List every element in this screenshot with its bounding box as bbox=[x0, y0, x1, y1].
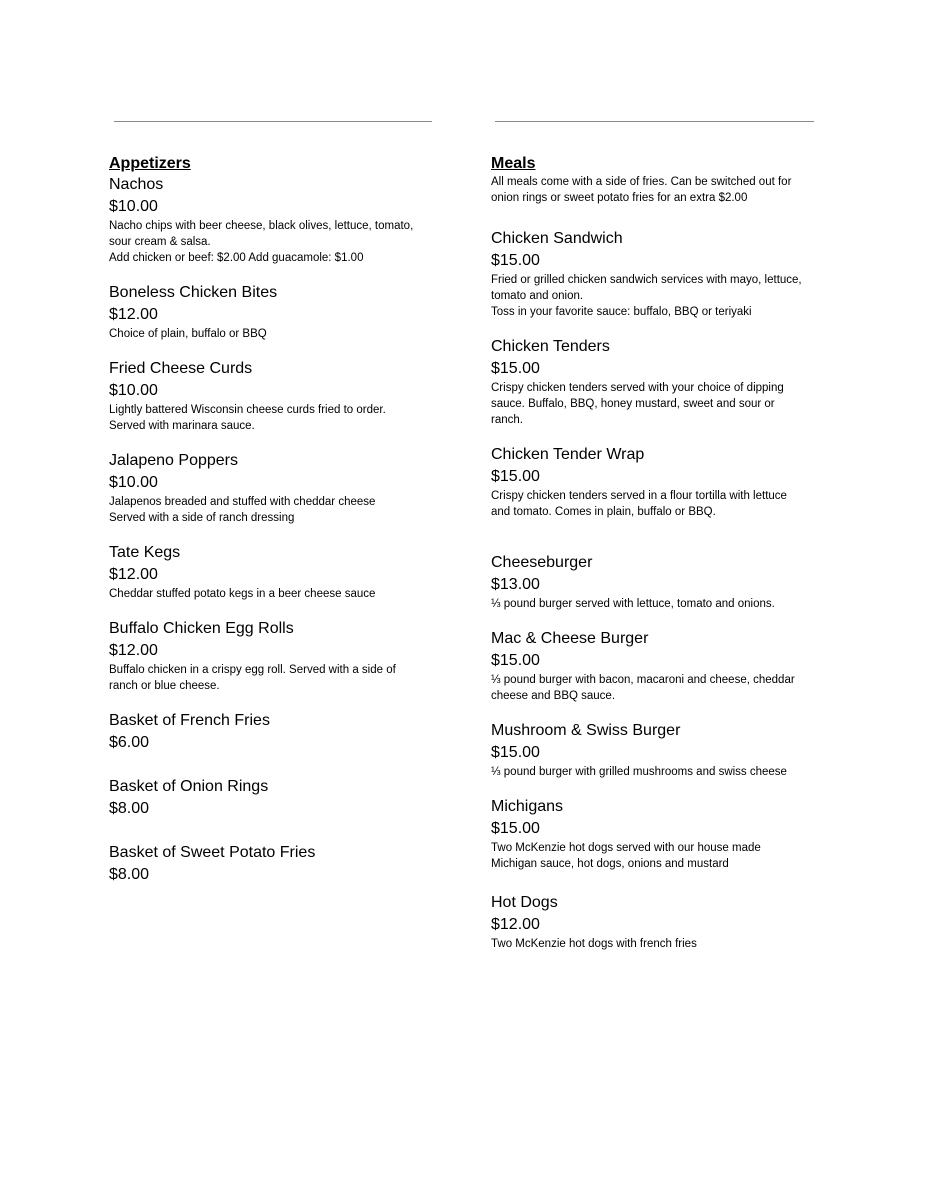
item-description: Nacho chips with beer cheese, black olives, lettuce, tomato, sour cream & salsa. Add chicken or beef: $2.00 Add guacamole: $1.00 bbox=[109, 220, 414, 264]
item-name: Basket of Sweet Potato Fries bbox=[109, 844, 316, 861]
menu-item-boneless-chicken-bites bbox=[109, 282, 449, 342]
right-divider-line bbox=[495, 121, 814, 122]
item-name: Chicken Tenders bbox=[491, 338, 610, 355]
menu-item-mushroom-and-swiss-burger bbox=[491, 720, 831, 780]
item-name: Chicken Sandwich bbox=[491, 230, 623, 247]
appetizers-column bbox=[109, 154, 449, 883]
menu-item-fried-cheese-curds bbox=[109, 358, 449, 434]
menu-item-cheeseburger bbox=[491, 552, 831, 612]
item-description: Crispy chicken tenders served in a flour tortilla with lettuce and tomato. Comes in plain, buffalo or BBQ. bbox=[491, 490, 787, 518]
item-description: Two McKenzie hot dogs with french fries bbox=[491, 938, 697, 950]
item-price: $12.00 bbox=[491, 916, 540, 933]
item-price: $8.00 bbox=[109, 866, 150, 883]
item-price: $10.00 bbox=[109, 382, 158, 399]
item-description: Fried or grilled chicken sandwich services with mayo, lettuce, tomato and onion. Toss in your favorite sauce: buffalo, BBQ or teriyaki bbox=[491, 274, 802, 318]
item-price: $10.00 bbox=[109, 198, 158, 215]
item-name: Basket of Onion Rings bbox=[109, 778, 269, 795]
menu-item-nachos bbox=[109, 174, 449, 266]
menu-item-mac-and-cheese-burger bbox=[491, 628, 831, 704]
menu-item-basket-of-sweet-potato-fries bbox=[109, 842, 449, 886]
item-description: ⅓ pound burger served with lettuce, tomato and onions. bbox=[491, 598, 775, 610]
menu-item-chicken-tenders bbox=[491, 336, 831, 428]
appetizers-heading: Appetizers bbox=[109, 155, 191, 172]
menu-item-buffalo-chicken-egg-rolls bbox=[109, 618, 449, 694]
menu-item-chicken-tender-wrap bbox=[491, 444, 831, 520]
item-price: $13.00 bbox=[491, 576, 540, 593]
item-price: $6.00 bbox=[109, 734, 150, 751]
item-price: $12.00 bbox=[109, 642, 158, 659]
item-name: Michigans bbox=[491, 798, 564, 815]
item-price: $12.00 bbox=[109, 306, 158, 323]
item-price: $15.00 bbox=[491, 360, 540, 377]
item-description: Buffalo chicken in a crispy egg roll. Served with a side of ranch or blue cheese. bbox=[109, 664, 396, 692]
item-name: Chicken Tender Wrap bbox=[491, 446, 645, 463]
item-name: Hot Dogs bbox=[491, 894, 558, 911]
item-name: Boneless Chicken Bites bbox=[109, 284, 278, 301]
menu-item-basket-of-onion-rings bbox=[109, 776, 449, 820]
meals-heading: Meals bbox=[491, 155, 536, 172]
item-name: Mushroom & Swiss Burger bbox=[491, 722, 681, 739]
item-price: $15.00 bbox=[491, 744, 540, 761]
item-price: $15.00 bbox=[491, 252, 540, 269]
item-name: Buffalo Chicken Egg Rolls bbox=[109, 620, 294, 637]
item-price: $12.00 bbox=[109, 566, 158, 583]
item-description: Choice of plain, buffalo or BBQ bbox=[109, 328, 267, 340]
item-description: ⅓ pound burger with bacon, macaroni and cheese, cheddar cheese and BBQ sauce. bbox=[491, 674, 795, 702]
menu-item-jalapeno-poppers bbox=[109, 450, 449, 526]
item-description: ⅓ pound burger with grilled mushrooms and swiss cheese bbox=[491, 766, 787, 778]
item-name: Tate Kegs bbox=[109, 544, 181, 561]
item-name: Jalapeno Poppers bbox=[109, 452, 238, 469]
item-name: Mac & Cheese Burger bbox=[491, 630, 649, 647]
menu-item-tate-kegs bbox=[109, 542, 449, 602]
item-name: Nachos bbox=[109, 176, 164, 193]
menu-item-chicken-sandwich bbox=[491, 228, 831, 320]
item-name: Cheeseburger bbox=[491, 554, 593, 571]
item-price: $10.00 bbox=[109, 474, 158, 491]
left-divider-line bbox=[114, 121, 432, 122]
menu-item-michigans bbox=[491, 796, 831, 872]
meals-note: All meals come with a side of fries. Can be switched out for onion rings or sweet potato fries for an extra $2.00 bbox=[491, 176, 792, 204]
item-description: Cheddar stuffed potato kegs in a beer cheese sauce bbox=[109, 588, 376, 600]
item-description: Two McKenzie hot dogs served with our house made Michigan sauce, hot dogs, onions and mustard bbox=[491, 842, 761, 870]
item-description: Lightly battered Wisconsin cheese curds fried to order. Served with marinara sauce. bbox=[109, 404, 386, 432]
meals-column bbox=[491, 154, 831, 950]
item-description: Crispy chicken tenders served with your choice of dipping sauce. Buffalo, BBQ, honey mustard, sweet and sour or ranch. bbox=[491, 382, 784, 426]
menu-item-hot-dogs bbox=[491, 892, 831, 952]
item-price: $15.00 bbox=[491, 468, 540, 485]
item-name: Basket of French Fries bbox=[109, 712, 270, 729]
item-price: $8.00 bbox=[109, 800, 150, 817]
item-name: Fried Cheese Curds bbox=[109, 360, 253, 377]
item-price: $15.00 bbox=[491, 652, 540, 669]
item-price: $15.00 bbox=[491, 820, 540, 837]
item-description: Jalapenos breaded and stuffed with cheddar cheese Served with a side of ranch dressing bbox=[109, 496, 376, 524]
menu-item-basket-of-french-fries bbox=[109, 710, 449, 754]
